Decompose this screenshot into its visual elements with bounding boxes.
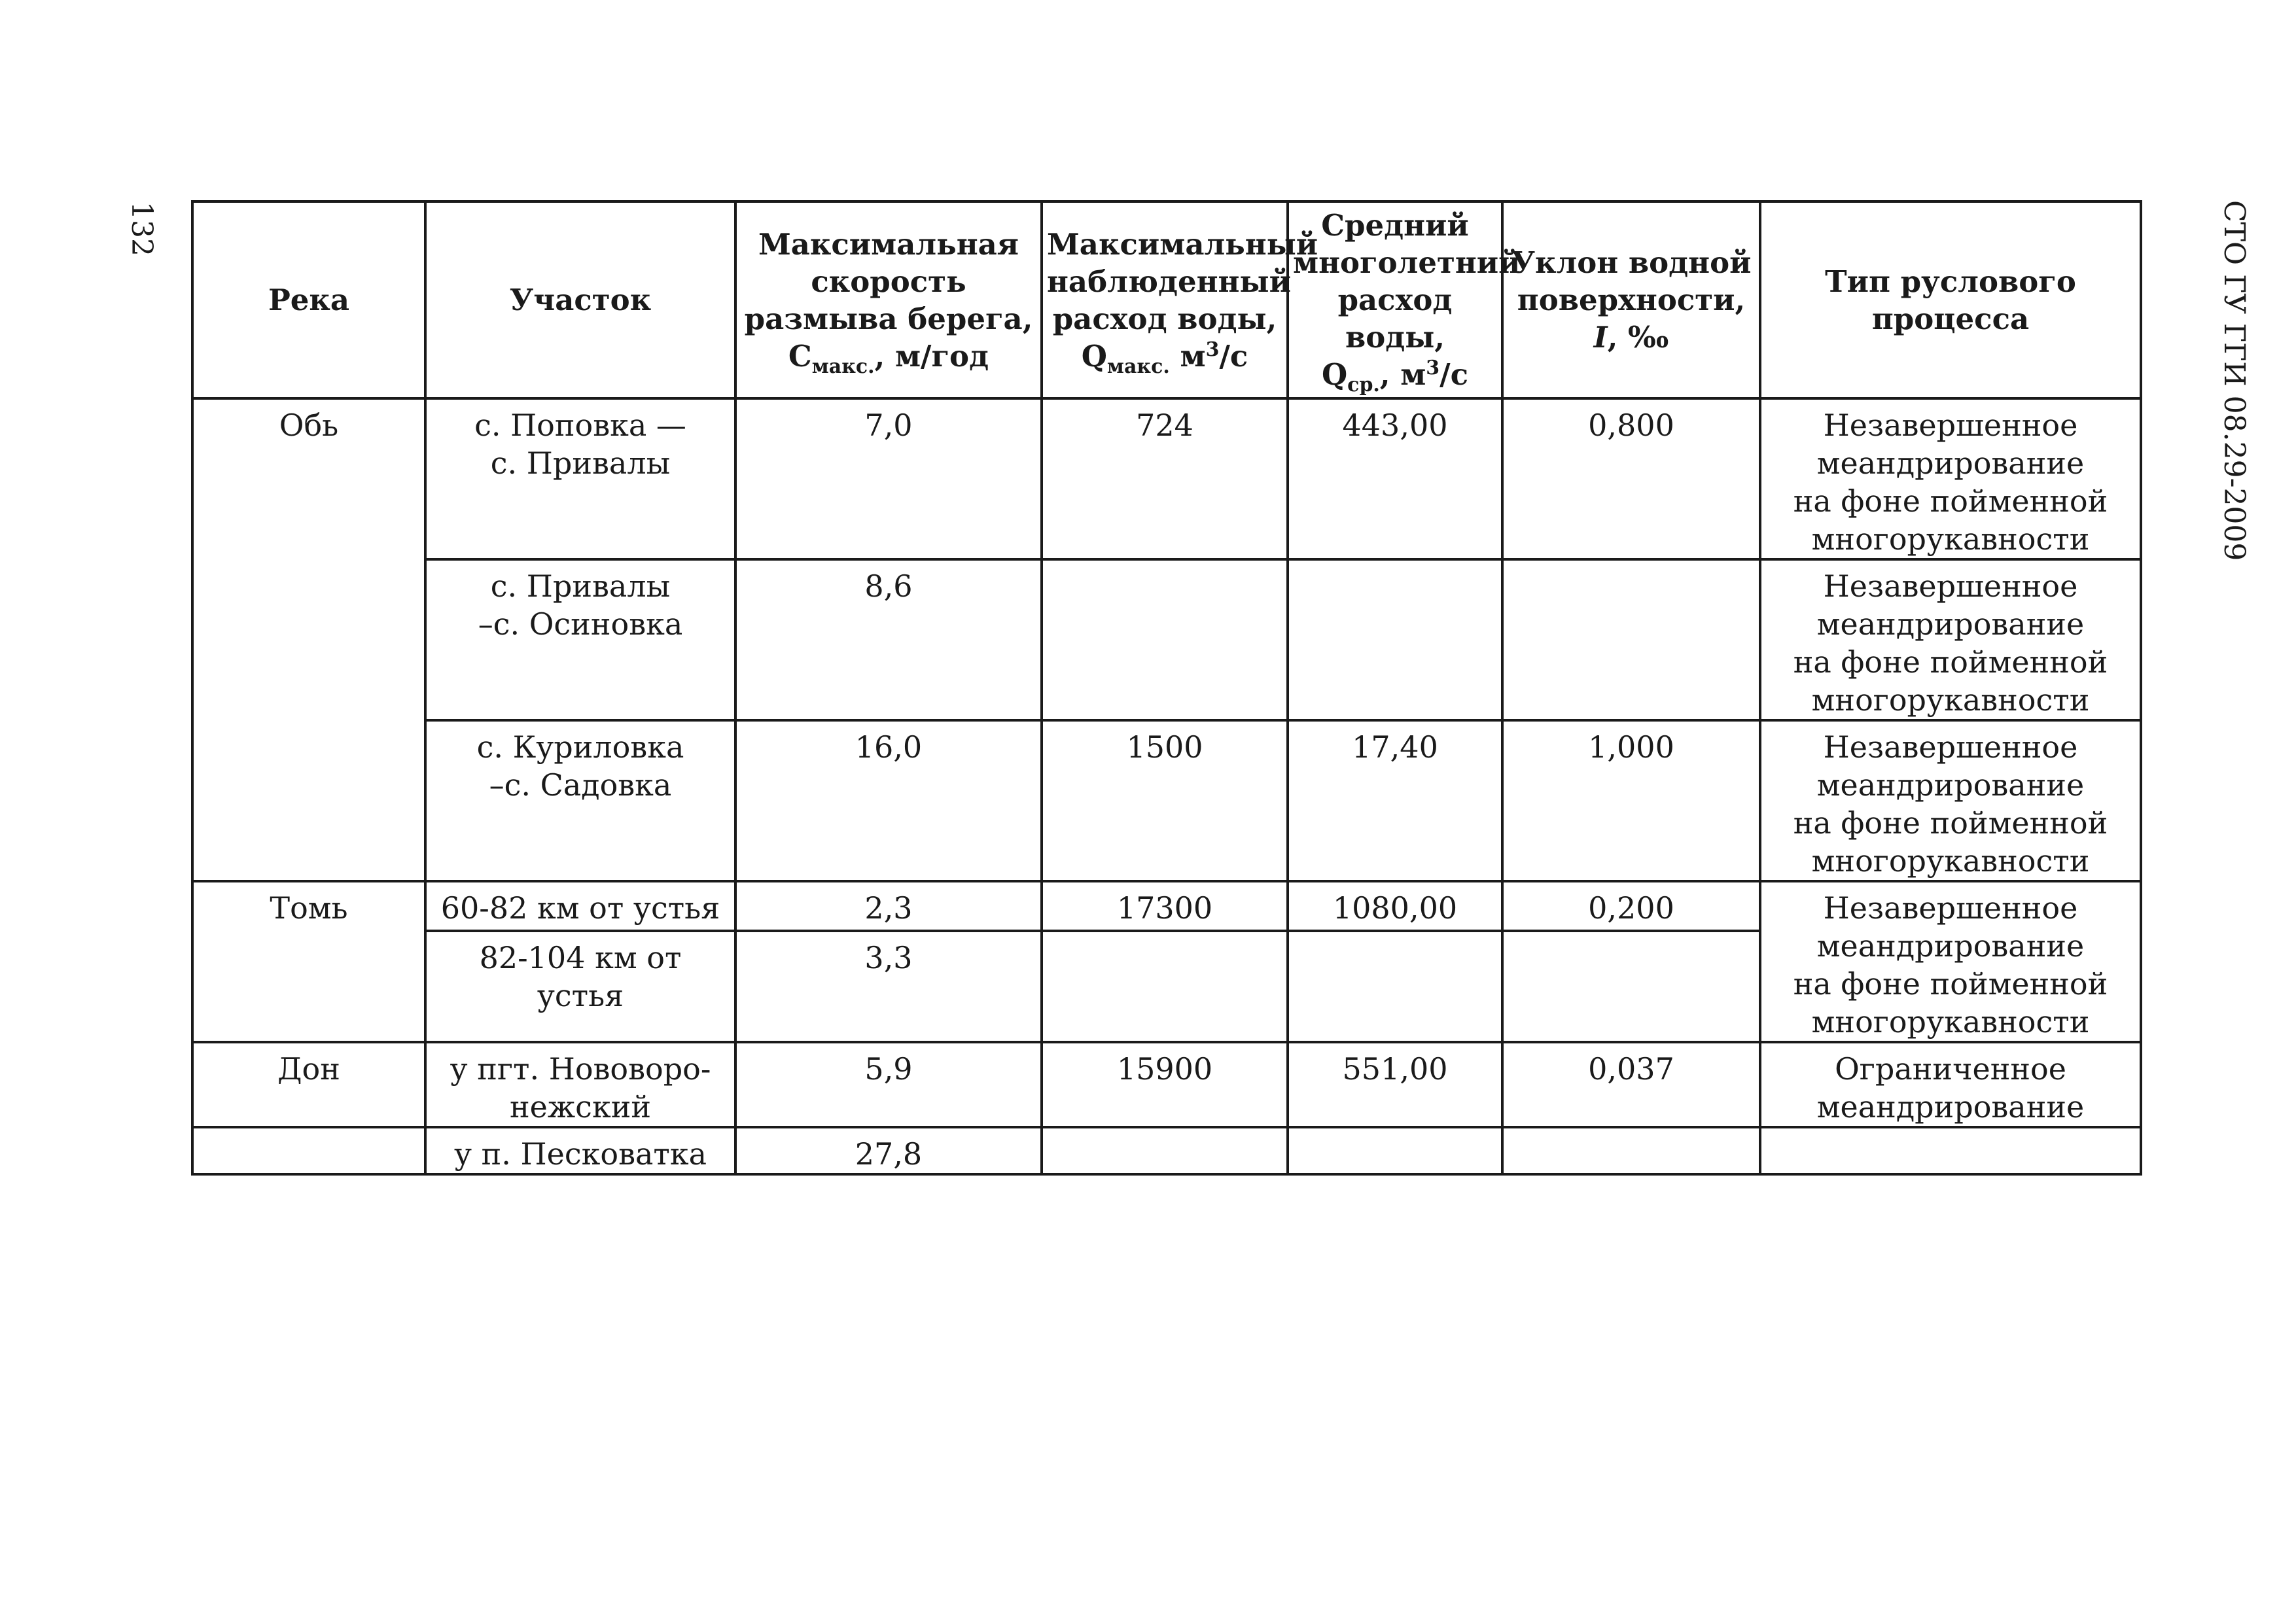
cell-qmax <box>1042 559 1288 720</box>
cell-process <box>1760 1127 2141 1174</box>
cell-slope: 1,000 <box>1502 720 1760 881</box>
cell-river: Дон <box>192 1042 425 1127</box>
cell-slope <box>1502 931 1760 1042</box>
cell-section: с. Привалы –с. Осиновка <box>425 559 735 720</box>
cell-process: Незавершенное меандрирование на фоне пойменной многорукавности <box>1760 881 2141 1042</box>
cell-slope <box>1502 1127 1760 1174</box>
cell-section: с. Поповка — с. Привалы <box>425 398 735 559</box>
cell-qavg: 17,40 <box>1288 720 1502 881</box>
cell-slope: 0,800 <box>1502 398 1760 559</box>
cell-process: Ограниченное меандрирование <box>1760 1042 2141 1127</box>
header-channel-process: Тип руслового процесса <box>1760 201 2141 398</box>
river-data-table <box>191 200 2142 1176</box>
cell-erosion: 16,0 <box>735 720 1042 881</box>
cell-erosion: 5,9 <box>735 1042 1042 1127</box>
cell-qmax <box>1042 1127 1288 1174</box>
header-section: Участок <box>425 201 735 398</box>
cell-qmax: 17300 <box>1042 881 1288 931</box>
header-max-discharge: Максимальный наблюденный расход воды, $Q_{макс.}$ $м^3/с$ <box>1042 201 1288 398</box>
header-row <box>192 201 2141 398</box>
page-number: 132 <box>125 201 158 256</box>
header-water-slope: Уклон водной поверхности, I, ‰ <box>1502 201 1760 398</box>
cell-qavg: 443,00 <box>1288 398 1502 559</box>
cell-erosion: 7,0 <box>735 398 1042 559</box>
cell-qmax: 15900 <box>1042 1042 1288 1127</box>
cell-qavg <box>1288 559 1502 720</box>
cell-qmax: 1500 <box>1042 720 1288 881</box>
cell-section: 60-82 км от устья <box>425 881 735 931</box>
cell-section: у пгт. Нововоро- нежский <box>425 1042 735 1127</box>
table-row <box>192 881 2141 931</box>
document-code: СТО ГУ ГГИ 08.29-2009 <box>2217 200 2251 561</box>
table-row <box>192 720 2141 881</box>
table-row <box>192 1042 2141 1127</box>
cell-process: Незавершенное меандрирование на фоне пойменной многорукавности <box>1760 720 2141 881</box>
header-mean-discharge: Средний многолетний расход воды, $Q_{ср.}$, $м^3/с$ <box>1288 201 1502 398</box>
cell-river <box>192 1127 425 1174</box>
cell-section: 82-104 км от устья <box>425 931 735 1042</box>
table-row <box>192 398 2141 559</box>
table-row <box>192 1127 2141 1174</box>
cell-erosion: 3,3 <box>735 931 1042 1042</box>
cell-erosion: 2,3 <box>735 881 1042 931</box>
cell-slope: 0,200 <box>1502 881 1760 931</box>
header-river: Река <box>192 201 425 398</box>
cell-river: Томь <box>192 881 425 1042</box>
cell-slope: 0,037 <box>1502 1042 1760 1127</box>
cell-section: с. Куриловка –с. Садовка <box>425 720 735 881</box>
cell-qavg: 1080,00 <box>1288 881 1502 931</box>
cell-qmax <box>1042 931 1288 1042</box>
cell-erosion: 27,8 <box>735 1127 1042 1174</box>
cell-process: Незавершенное меандрирование на фоне пойменной многорукавности <box>1760 559 2141 720</box>
cell-qmax: 724 <box>1042 398 1288 559</box>
header-erosion-rate: Максимальная скорость размыва берега, $С_{макс.}$, м/год <box>735 201 1042 398</box>
cell-process: Незавершенное меандрирование на фоне пойменной многорукавности <box>1760 398 2141 559</box>
cell-qavg <box>1288 931 1502 1042</box>
cell-section: у п. Песковатка <box>425 1127 735 1174</box>
cell-slope <box>1502 559 1760 720</box>
table-row <box>192 559 2141 720</box>
cell-erosion: 8,6 <box>735 559 1042 720</box>
cell-qavg <box>1288 1127 1502 1174</box>
cell-qavg: 551,00 <box>1288 1042 1502 1127</box>
cell-river: Обь <box>192 398 425 881</box>
